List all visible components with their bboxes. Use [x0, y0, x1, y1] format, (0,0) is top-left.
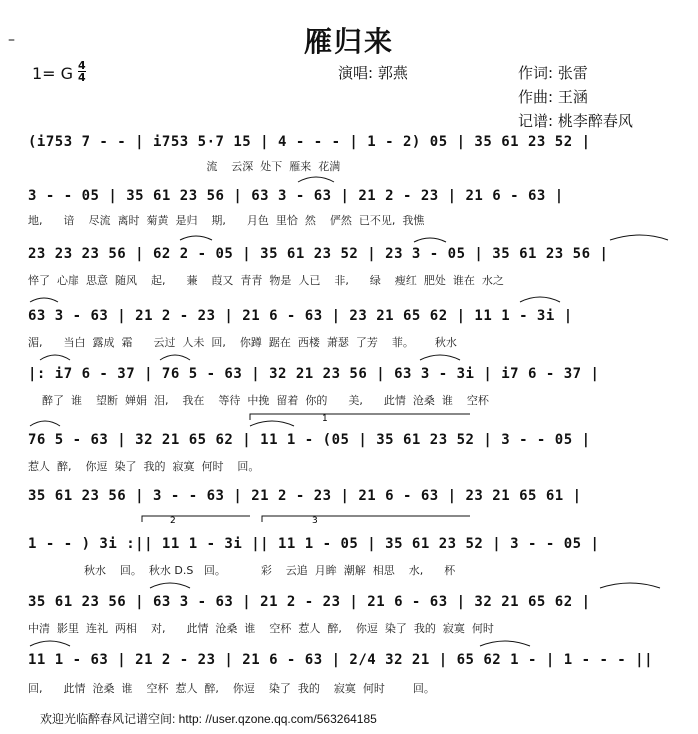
volta-label-1: 1 — [322, 414, 328, 424]
lyric-line: 惹人 醉, 你逗 染了 我的 寂寞 何时 回。 — [28, 460, 260, 473]
footer-credit: 欢迎光临醉春风记谱空间: http: //user.qzone.qq.com/563264185 — [40, 712, 377, 726]
lyricist-credit: 作词: 张雷 — [518, 64, 588, 82]
slur — [420, 355, 460, 360]
lyric-line: 湄, 当白 露成 霜 云过 人未 回, 你蹲 踞在 西楼 萧瑟 了芳 菲。 秋水 — [28, 336, 457, 349]
score-line: (i753 7 - - | i753 5·7 15 | 4 - - - | 1 - 2) 05 | 35 61 23 52 | — [28, 134, 591, 150]
meter-bottom: 4 — [78, 71, 86, 84]
slur — [180, 236, 212, 240]
score-line: 35 61 23 56 | 63 3 - 63 | 21 2 - 23 | 21 6 - 63 | 32 21 65 62 | — [28, 594, 591, 610]
lyric-line: 地, 谙 尽流 离时 菊黄 是归 期, 月色 里恰 然 俨然 已不见, 我憔 — [28, 214, 425, 227]
score-line: |: i7 6 - 37 | 76 5 - 63 | 32 21 23 56 | 63 3 - 3i | i7 6 - 37 | — [28, 366, 600, 382]
corner-dash: – — [8, 32, 15, 48]
song-title: 雁归来 — [303, 25, 394, 58]
composer-credit: 作曲: 王涵 — [518, 88, 588, 106]
volta-label-3: 3 — [312, 516, 318, 526]
slur — [298, 177, 334, 182]
score-line: 35 61 23 56 | 3 - - 63 | 21 2 - 23 | 21 6 - 63 | 23 21 65 61 | — [28, 488, 582, 504]
slur — [250, 421, 294, 426]
score-line: 23 23 23 56 | 62 2 - 05 | 35 61 23 52 | 23 3 - 05 | 35 61 23 56 | — [28, 246, 609, 262]
score-line: 1 - - ) 3i :|| 11 1 - 3i || 11 1 - 05 | 35 61 23 52 | 3 - - 05 | — [28, 536, 600, 552]
slur — [30, 298, 58, 302]
slur — [30, 421, 60, 426]
meter-top: 4 — [78, 59, 86, 72]
volta-bracket-3 — [262, 516, 470, 522]
volta-label-2: 2 — [170, 516, 176, 526]
score-line: 11 1 - 63 | 21 2 - 23 | 21 6 - 63 | 2/4 32 21 | 65 62 1 - | 1 - - - || — [28, 652, 654, 668]
slur — [610, 235, 668, 240]
slur — [414, 238, 446, 242]
key-signature: 1= G — [32, 64, 74, 83]
lyric-line: 中清 影里 连礼 两相 对, 此情 沧桑 谁 空杯 惹人 醉, 你逗 染了 我的 寂寞 何时 — [28, 622, 494, 635]
score-line: 3 - - 05 | 35 61 23 56 | 63 3 - 63 | 21 2 - 23 | 21 6 - 63 | — [28, 188, 564, 204]
slur — [30, 641, 70, 646]
lyric-line: 回, 此情 沧桑 谁 空杯 惹人 醉, 你逗 染了 我的 寂寞 何时 回。 — [28, 682, 435, 695]
singer-credit: 演唱: 郭燕 — [338, 64, 408, 82]
score-line: 63 3 - 63 | 21 2 - 23 | 21 6 - 63 | 23 21 65 62 | 11 1 - 3i | — [28, 308, 573, 324]
slur — [520, 297, 560, 302]
lyric-line: 流 云深 处下 雁来 花满 — [28, 160, 341, 173]
slur — [40, 355, 70, 360]
slur — [600, 583, 660, 588]
lyric-line: 醉了 谁 望断 婵娟 泪, 我在 等待 中挽 留着 你的 美, 此情 沧桑 谁 空杯 — [28, 394, 489, 407]
transcriber-credit: 记谱: 桃李醉春风 — [518, 112, 633, 130]
lyric-line: 秋水 回。 秋水 D.S 回。 彩 云追 月眸 潮解 相思 水, 杯 — [28, 564, 456, 577]
volta-bracket-1 — [250, 414, 470, 420]
score-line: 76 5 - 63 | 32 21 65 62 | 11 1 - (05 | 35 61 23 52 | 3 - - 05 | — [28, 432, 591, 448]
volta-bracket-2 — [142, 516, 250, 522]
lyric-line: 悴了 心扉 思意 随风 起, 蒹 葭又 青青 物是 人已 非, 绿 瘦红 肥处 谁在 水之 — [28, 274, 504, 287]
slur — [150, 583, 190, 588]
slur — [160, 355, 190, 360]
slur — [480, 641, 530, 646]
